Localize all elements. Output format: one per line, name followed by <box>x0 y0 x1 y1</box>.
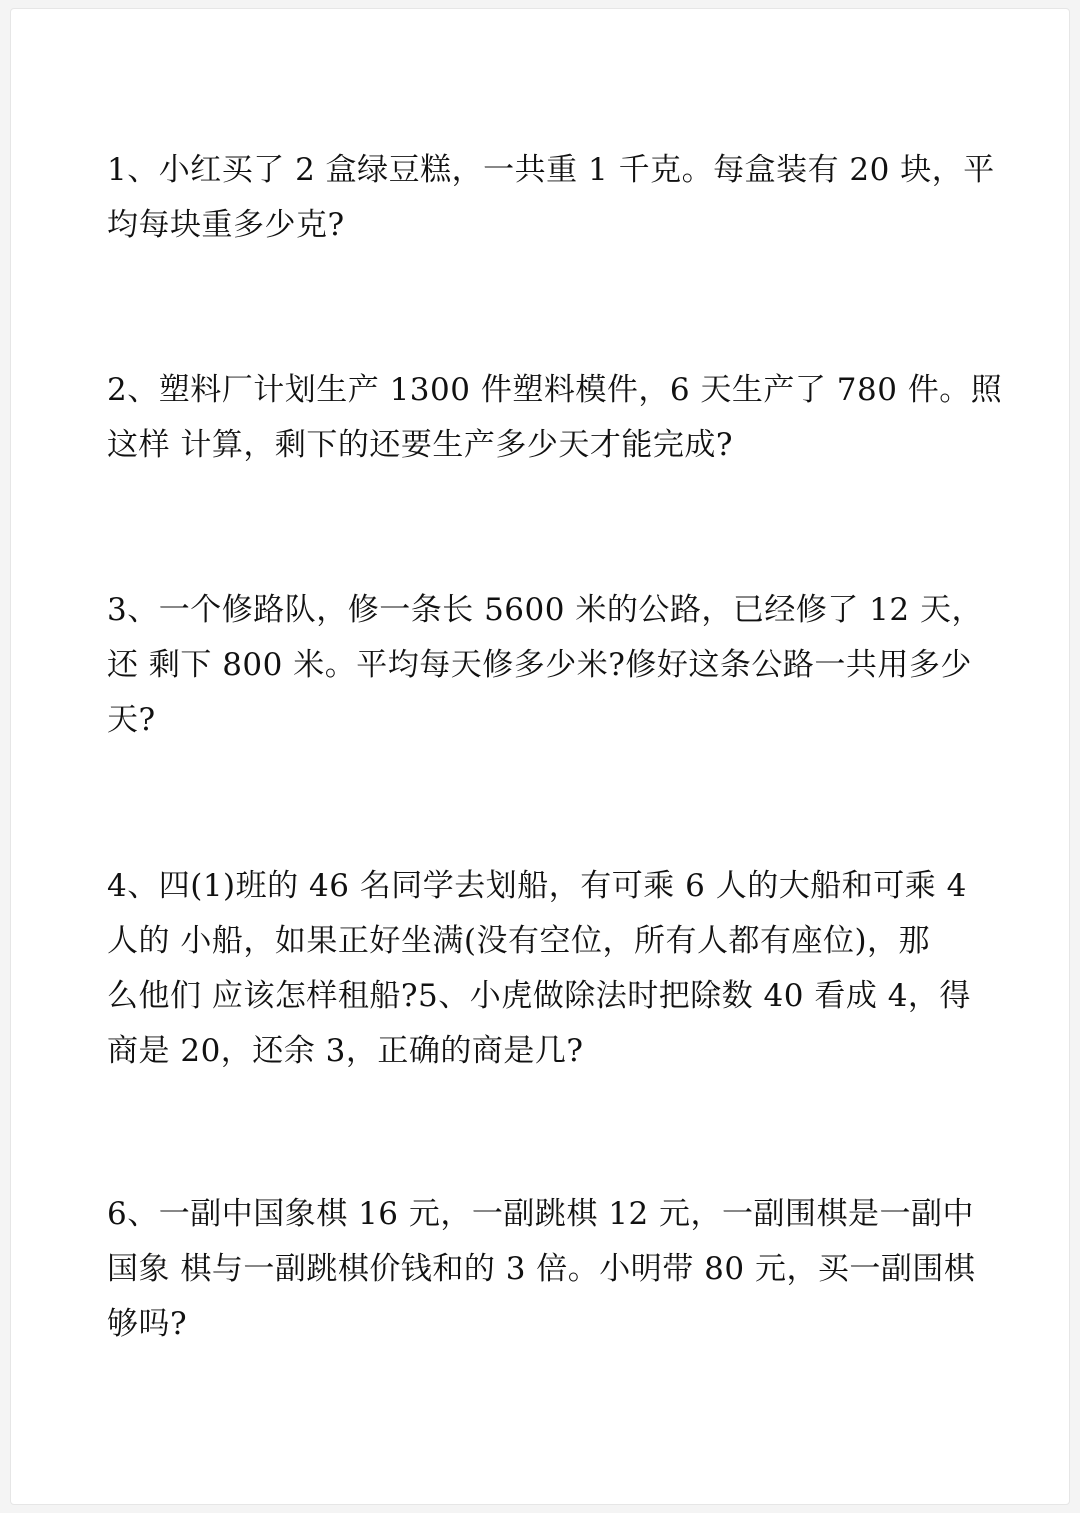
question-line: 天? <box>107 702 156 738</box>
question-line: 这样 计算，剩下的还要生产多少天才能完成? <box>107 427 733 463</box>
question-3 <box>107 583 983 748</box>
question-line: 么他们 应该怎样租船?5、小虎做除法时把除数 40 看成 4，得 <box>107 978 971 1014</box>
question-line: 商是 20，还余 3，正确的商是几? <box>107 1033 584 1069</box>
worksheet-page <box>10 8 1070 1505</box>
question-line: 国象 棋与一副跳棋价钱和的 3 倍。小明带 80 元，买一副围棋 <box>107 1251 976 1287</box>
question-line: 1、小红买了 2 盒绿豆糕，一共重 1 千克。每盒装有 20 块，平 <box>107 152 995 188</box>
question-line: 还 剩下 800 米。平均每天修多少米?修好这条公路一共用多少 <box>107 647 972 683</box>
question-4-and-5 <box>107 859 971 1079</box>
question-6 <box>107 1187 976 1352</box>
question-line: 均每块重多少克? <box>107 207 345 243</box>
question-line: 3、一个修路队，修一条长 5600 米的公路，已经修了 12 天， <box>107 592 983 628</box>
question-line: 6、一副中国象棋 16 元，一副跳棋 12 元，一副围棋是一副中 <box>107 1196 975 1232</box>
question-line: 人的 小船，如果正好坐满(没有空位，所有人都有座位)，那 <box>107 923 931 959</box>
question-2 <box>107 363 1003 473</box>
question-line: 2、塑料厂计划生产 1300 件塑料模件，6 天生产了 780 件。照 <box>107 372 1003 408</box>
question-1 <box>107 143 995 253</box>
question-line: 够吗? <box>107 1306 188 1342</box>
question-line: 4、四(1)班的 46 名同学去划船，有可乘 6 人的大船和可乘 4 <box>107 868 967 904</box>
